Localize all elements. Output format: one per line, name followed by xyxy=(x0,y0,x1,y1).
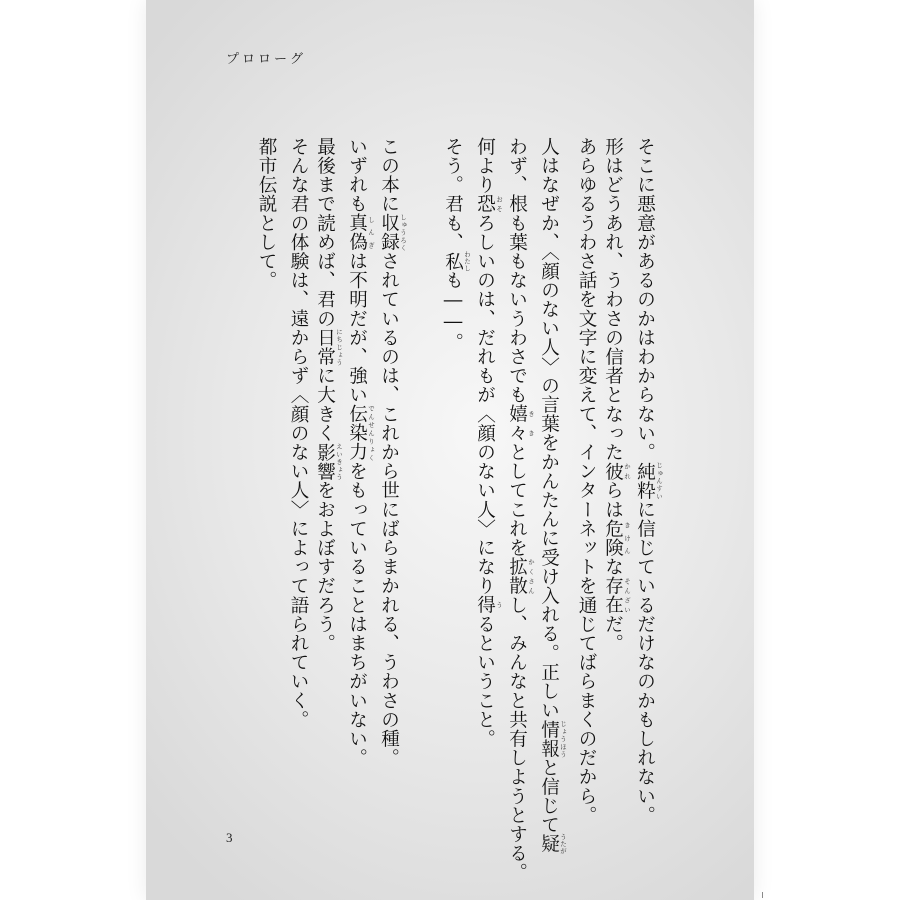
text-line-5: わず、根も葉もないうわさでも嬉々 ききとしてこれを拡散 かくさんし、みんなと共有しようとする。 xyxy=(506,137,535,882)
page-number: 3 xyxy=(226,830,233,845)
text-line-12: 都市伝説として。 xyxy=(256,137,277,290)
text-line-4: 人はなぜか、〈顔のない人〉の言葉をかんたんに受け入れる。正しい情報 じょうほうと信じて疑 うたが xyxy=(538,137,567,855)
text-line-2: 形はどうあれ、うわさの信者となった彼 かれらは危険 きけんな存在 そんざいだ。 xyxy=(602,137,631,653)
running-head: プロローグ xyxy=(226,52,307,67)
text-line-3: あらゆるうわさ話を文字に変えて、インターネットを通じてばらまくのだから。 xyxy=(576,137,597,825)
text-line-8: この本に収録 しゅうろくされているのは、これから世にばらまかれる、うわさの種。 xyxy=(378,137,407,768)
text-line-1: そこに悪意があるのかはわからない。純粋 じゅんすいに信じているだけなのかもしれない。 xyxy=(634,137,663,825)
trim-mark xyxy=(762,892,763,898)
text-line-6: 何より恐 おそろしいのは、だれもが〈顔のない人〉になり得 うるということ。 xyxy=(474,137,503,749)
text-line-9: いずれも真偽 しんぎは不明だが、強い伝染力 でんせんりょくをもっていることはまちがいない。 xyxy=(346,137,375,768)
text-line-11: そんな君の体験は、遠からず〈顔のない人〉によって語られていく。 xyxy=(288,137,309,730)
text-line-10: 最後まで読めば、君の日常 にちじょうに大きく影響 えいきょうをおよぼすだろう。 xyxy=(314,137,343,653)
text-line-7: そう。君も、私 わたしも――。 xyxy=(442,137,471,352)
